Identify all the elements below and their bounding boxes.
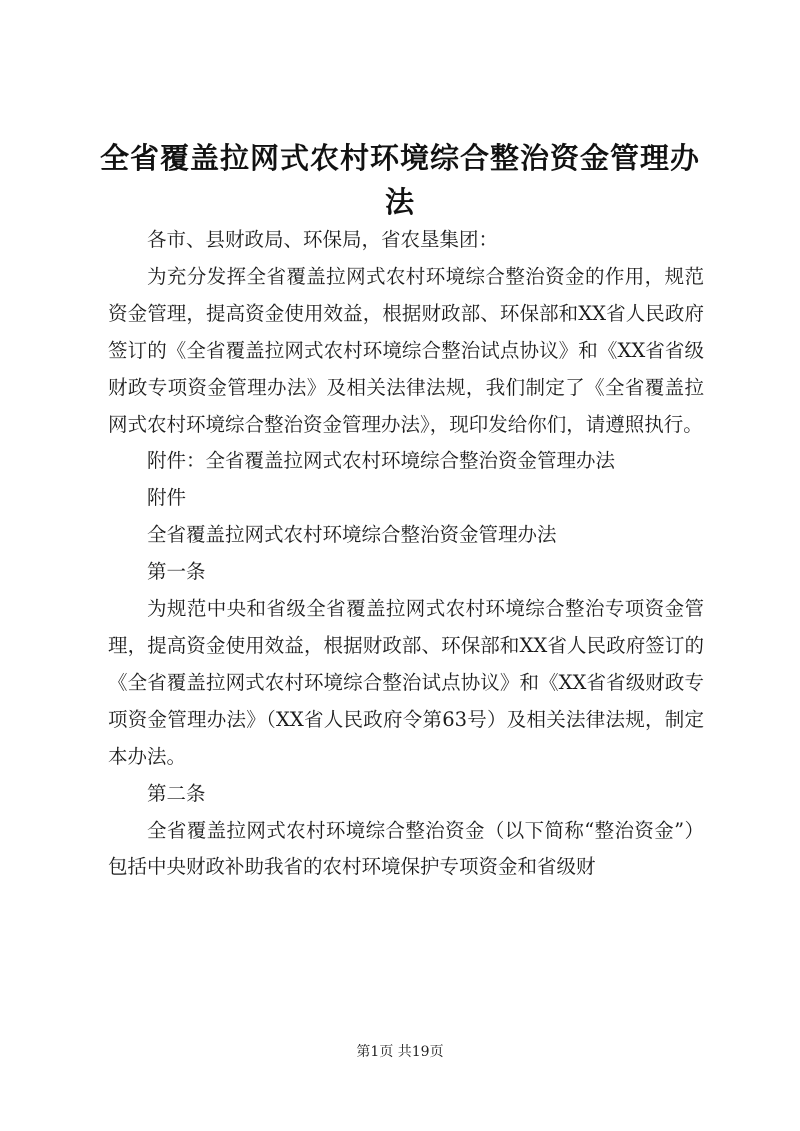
attachment-note: 附件：全省覆盖拉网式农村环境综合整治资金管理办法 xyxy=(147,449,616,473)
article-1-heading: 第一条 xyxy=(147,560,206,584)
article-2-text: 全省覆盖拉网式农村环境综合整治资金（以下简称“整治资金”）包括中央财政补助我省的农村环境保护专项资金和省级财 xyxy=(108,818,704,879)
intro-paragraph: 为充分发挥全省覆盖拉网式农村环境综合整治资金的作用，规范资金管理，提高资金使用效益，根据财政部、环保部和XX省人民政府签订的《全省覆盖拉网式农村环境综合整治试点协议》和《XX省省级财政专项资金管理办法》及相关法律法规，我们制定了《全省覆盖拉网式农村环境综合整治资金管理办法》，现印发给你们，请遵照执行。 xyxy=(108,264,704,436)
article-2-heading: 第二条 xyxy=(147,781,206,805)
page-footer: 第1页 共19页 xyxy=(356,1044,444,1060)
attachment-title: 全省覆盖拉网式农村环境综合整治资金管理办法 xyxy=(147,523,557,547)
article-1-text: 为规范中央和省级全省覆盖拉网式农村环境综合整治专项资金管理，提高资金使用效益，根据财政部、环保部和XX省人民政府签订的《全省覆盖拉网式农村环境综合整治试点协议》和《XX省省级财政专项资金管理办法》（XX省人民政府令第63号）及相关法律法规，制定本办法。 xyxy=(108,597,704,768)
salutation-paragraph: 各市、县财政局、环保局，省农垦集团： xyxy=(147,228,499,251)
document-title: 全省覆盖拉网式农村环境综合整治资金管理办法 xyxy=(99,141,700,219)
attachment-heading: 附件 xyxy=(147,486,187,510)
document-body xyxy=(108,222,704,886)
